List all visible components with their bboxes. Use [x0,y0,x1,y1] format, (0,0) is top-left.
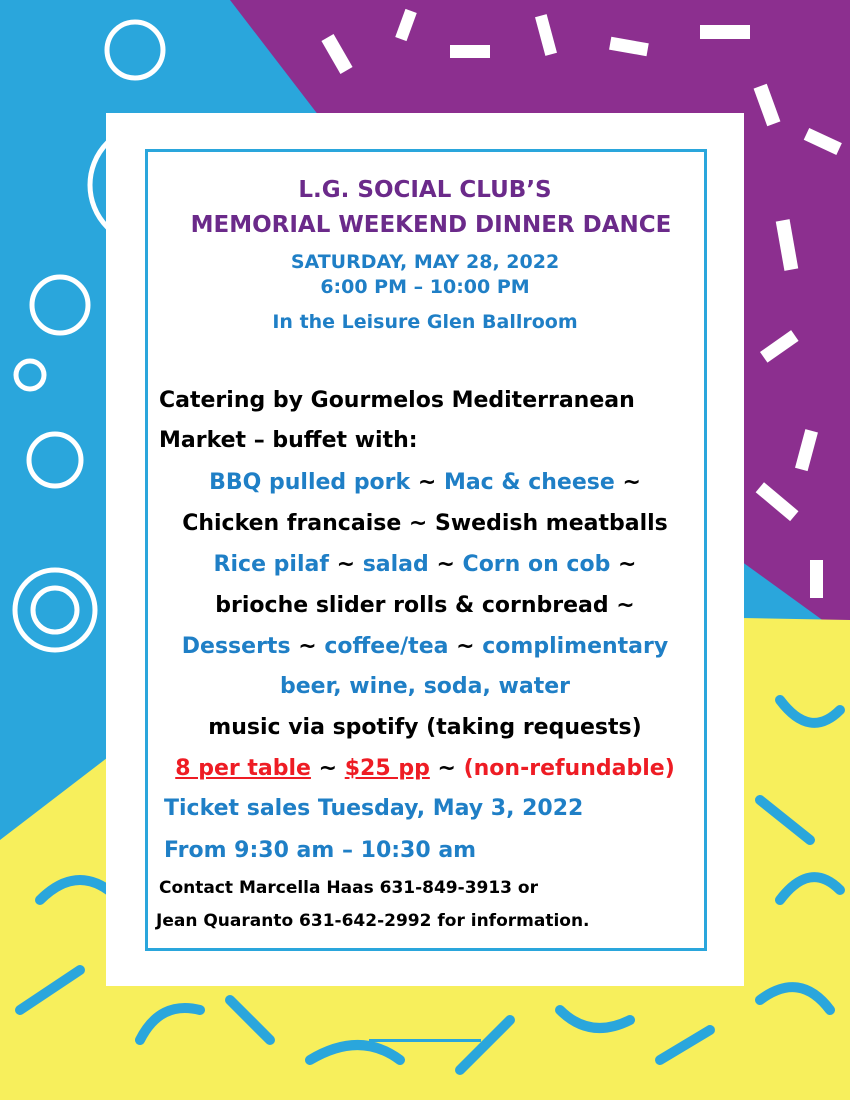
menu-line-drinks: beer, wine, soda, water [280,674,570,699]
menu-salad: salad [362,552,429,577]
menu-sep: ~ [298,634,317,659]
non-refundable: (non-refundable) [463,756,675,781]
pricing-sep: ~ [318,756,338,781]
menu-line-music: music via spotify (taking requests) [208,715,642,740]
menu-mac: Mac & cheese [443,470,615,495]
flyer-card [106,113,744,986]
menu-sep: ~ [618,552,637,577]
per-table: 8 per table [175,756,311,781]
menu-sep: ~ [336,552,356,577]
menu-line-brioche: brioche slider rolls & cornbread ~ [215,593,635,618]
bottom-divider [369,1039,481,1042]
menu-line-chicken: Chicken francaise ~ Swedish meatballs [182,511,668,536]
menu-sep: ~ [436,552,455,577]
club-name: L.G. SOCIAL CLUB’S [298,177,552,203]
pricing-line [106,757,744,781]
menu-corn: Corn on cob [462,552,611,577]
menu-sep: ~ [417,470,437,495]
menu-complimentary: complimentary [482,634,669,659]
menu-line-desserts [106,635,744,659]
menu-bbq: BBQ pulled pork [209,470,411,495]
price-per-person: $25 pp [344,756,430,781]
menu-sep: ~ [456,634,475,659]
menu-line-bbq [106,471,744,495]
contact-line-2: Jean Quaranto 631-642-2992 for information. [156,911,590,931]
event-title: MEMORIAL WEEKEND DINNER DANCE [190,212,672,238]
catering-line-1: Catering by Gourmelos Mediterranean [159,388,635,413]
event-location: In the Leisure Glen Ballroom [272,311,578,333]
catering-line-2: Market – buffet with: [159,428,418,453]
event-date: SATURDAY, MAY 28, 2022 [290,251,560,273]
ticket-sales: Ticket sales Tuesday, May 3, 2022 [164,796,584,821]
menu-coffee: coffee/tea [324,634,449,659]
contact-line-1: Contact Marcella Haas 631-849-3913 or [159,878,538,898]
menu-desserts: Desserts [181,634,291,659]
pricing-sep: ~ [437,756,456,781]
event-time: 6:00 PM – 10:00 PM [320,276,530,298]
menu-sep: ~ [622,470,641,495]
menu-rice: Rice pilaf [213,552,329,577]
menu-line-rice [106,553,744,577]
ticket-hours: From 9:30 am – 10:30 am [164,838,477,863]
